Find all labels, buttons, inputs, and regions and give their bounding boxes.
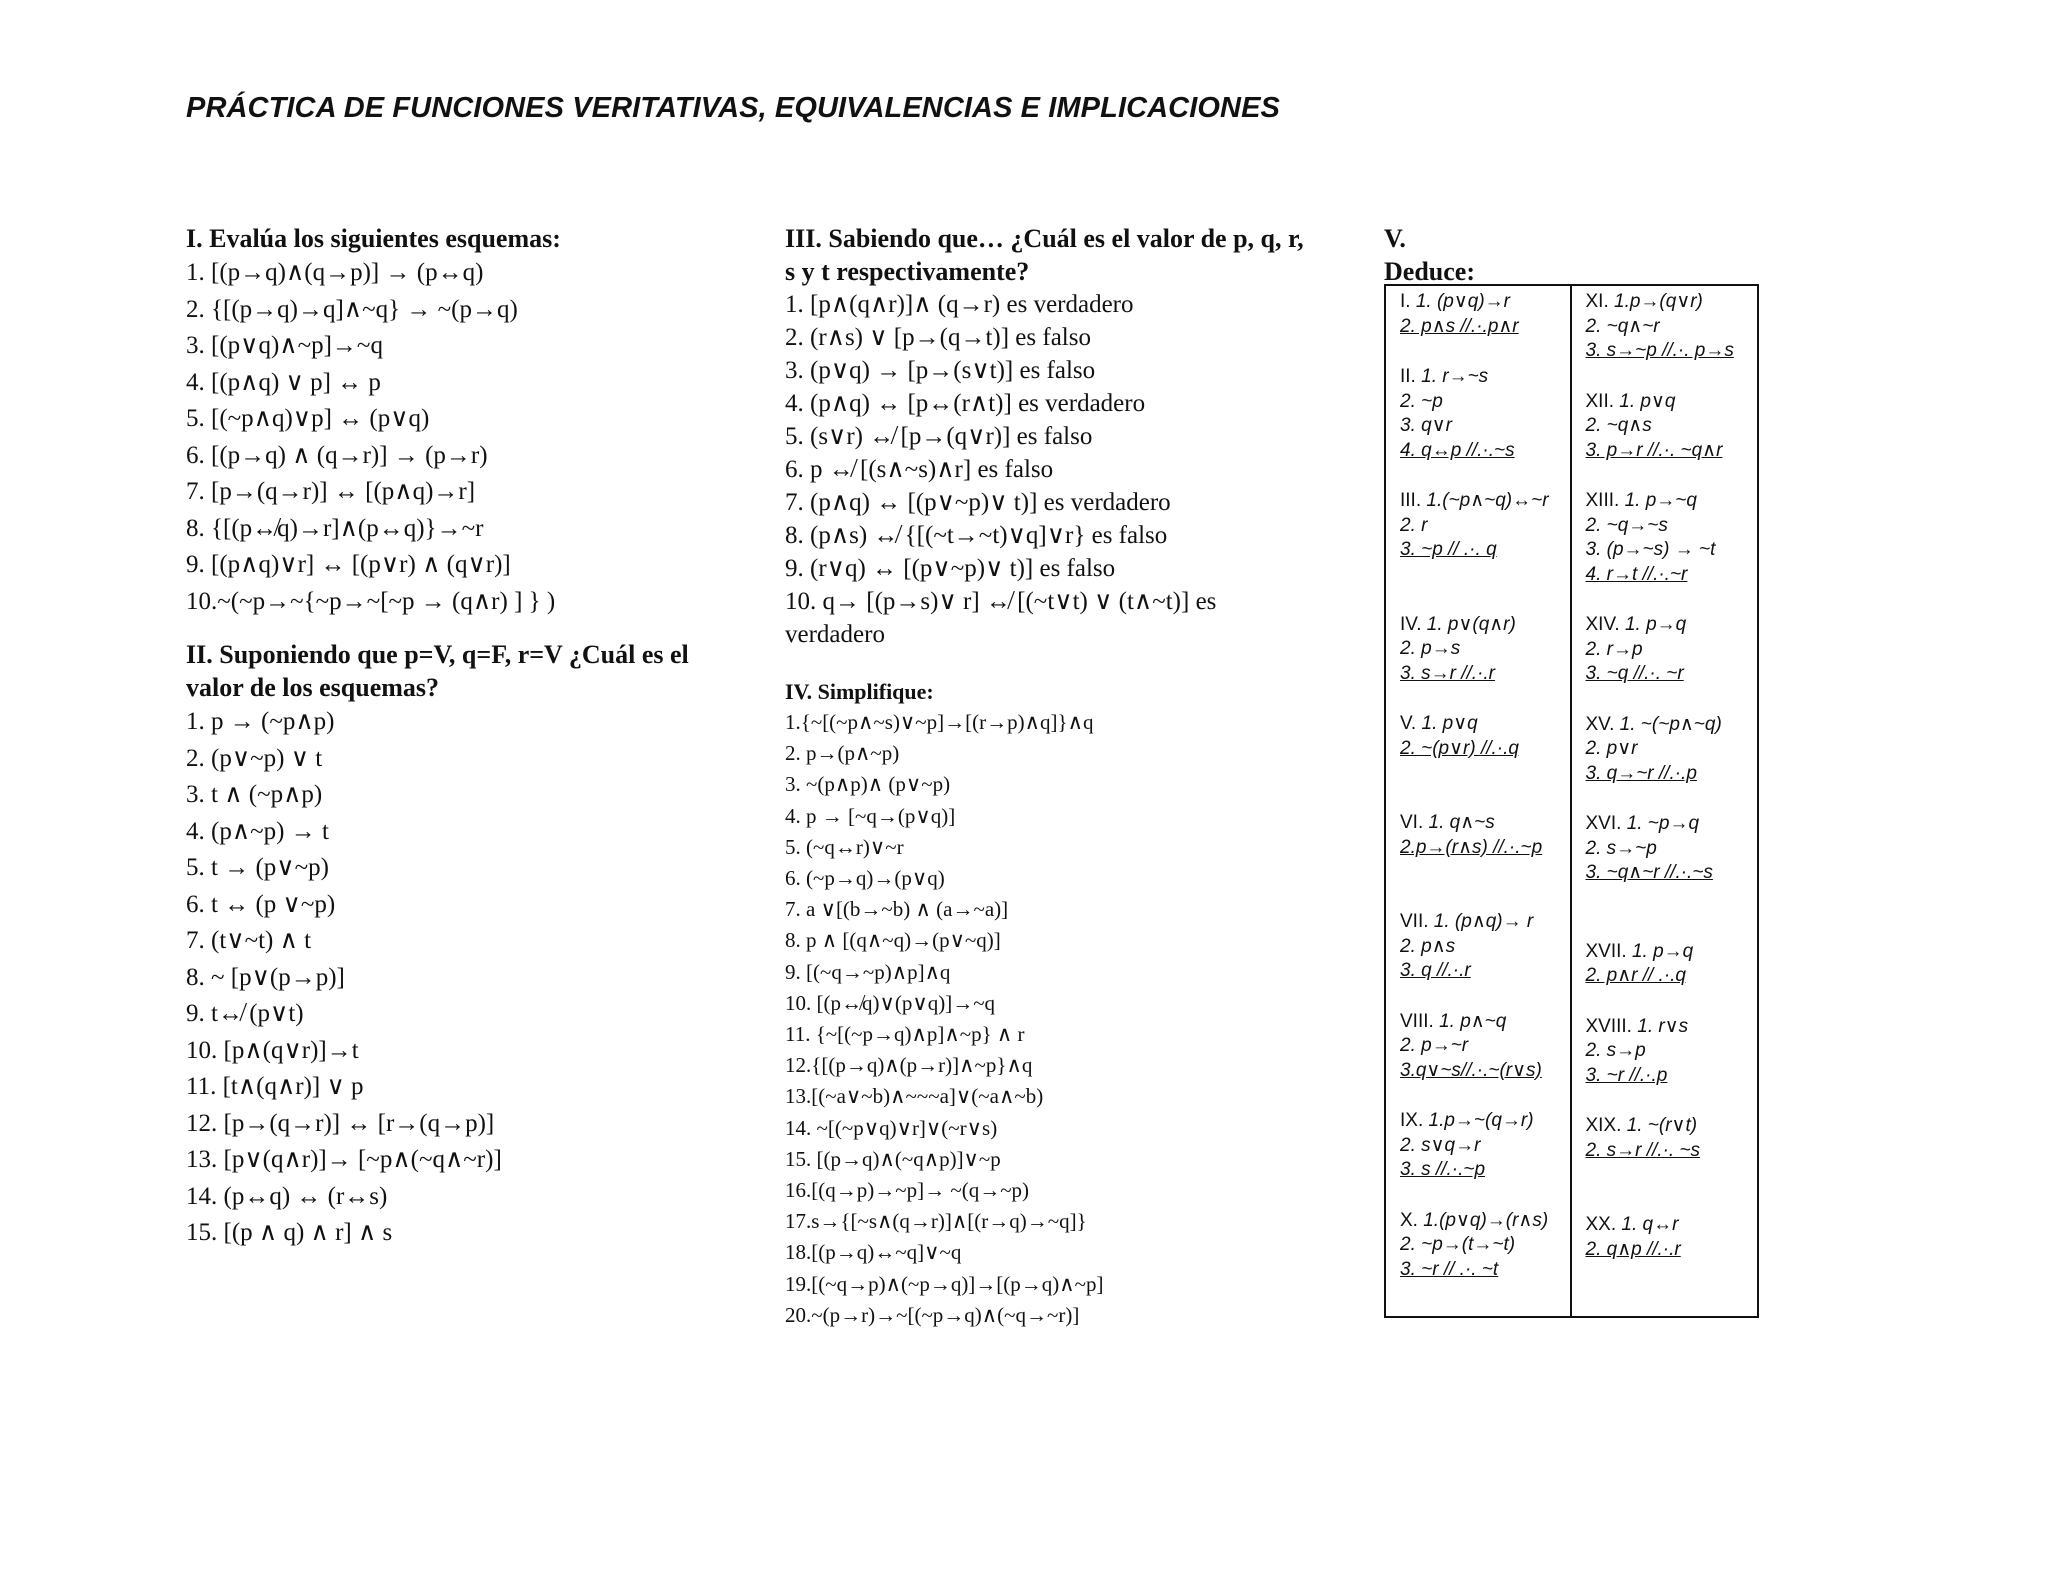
formula-text: 3. ~p // .·. q	[1400, 539, 1497, 560]
conclusion-line	[1400, 662, 1564, 687]
list-item: 11. [t∧(q∧r)] ∨ p	[186, 1073, 364, 1100]
formula-text: 3. q∨r	[1400, 415, 1452, 436]
formula-text: 2. p∧r // .·.q	[1585, 965, 1686, 986]
problem-label: II.	[1400, 366, 1416, 387]
deduce-right-column	[1572, 286, 1758, 1316]
formula-text: 3. s→~p //.·. p→s	[1585, 340, 1734, 361]
deduction-problem	[1586, 940, 1752, 989]
problem-label: XX.	[1585, 1214, 1617, 1235]
formula-text: 2. ~q→~s	[1585, 514, 1668, 536]
list-item: 3. t ∧ (~p∧p)	[186, 781, 323, 808]
premise-line	[1400, 489, 1564, 514]
formula-text: 2. r	[1400, 514, 1428, 536]
section-find-values	[785, 222, 1305, 651]
formula-text: 1. ~(r∨t)	[1626, 1115, 1698, 1136]
premise-line	[1400, 414, 1564, 439]
deduce-table	[1384, 284, 1759, 1318]
problem-label: XI.	[1585, 291, 1609, 312]
formula-text: 2. s∨q→r	[1400, 1134, 1481, 1156]
problem-label: XV.	[1585, 713, 1615, 735]
premise-line	[1400, 811, 1564, 836]
list-item: 3. [(p∨q)∧~p]→~q	[186, 332, 383, 359]
formula-text: 1. p→q	[1631, 940, 1694, 962]
formula-text: 1. p∨q	[1619, 390, 1676, 412]
list-item: 2. p→(p∧~p)	[785, 741, 900, 766]
list-item: 5. (~q↔r)∨~r	[785, 834, 904, 859]
deduction-problem	[1400, 910, 1564, 984]
formula-text: 1. ~(~p∧~q)	[1619, 713, 1722, 735]
list-item: 2. (p∨~p) ∨ t	[186, 744, 323, 772]
problem-label: III.	[1400, 490, 1422, 511]
list-item: 3. ~(p∧p)∧ (p∨~p)	[785, 772, 951, 797]
conclusion-line	[1586, 1064, 1752, 1089]
list-item: 1.{~[(~p∧~s)∨~p]→[(r→p)∧q]}∧q	[785, 710, 1094, 734]
premise-line	[1586, 837, 1752, 862]
premise-line	[1586, 390, 1752, 415]
deduction-problem	[1586, 1015, 1752, 1089]
deduction-problem	[1586, 489, 1752, 587]
premise-line	[1586, 613, 1752, 638]
formula-text: 1.p→(q∨r)	[1614, 291, 1703, 312]
conclusion-line	[1400, 836, 1564, 861]
problem-label: XIX.	[1585, 1115, 1622, 1136]
formula-text: 1. q↔r	[1621, 1214, 1679, 1235]
premise-line	[1400, 712, 1564, 737]
list-item: 9. [(~q→~p)∧p]∧q	[785, 959, 951, 984]
list-item: 2. (r∧s) ∨ [p→(q→t)] es falso	[785, 324, 1091, 351]
deduction-problem	[1586, 613, 1752, 687]
list-item: 8. p ∧ [(q∧~q)→(p∨~q)]	[785, 928, 1001, 953]
formula-text: 1.(~p∧~q)↔~r	[1426, 490, 1549, 511]
formula-text: 1. r→~s	[1421, 366, 1489, 387]
list-item: 7. a ∨[(b→~b) ∧ (a→~a)]	[785, 897, 1009, 922]
deduction-problem	[1586, 1114, 1752, 1163]
problem-label: IV.	[1400, 613, 1422, 635]
conclusion-line	[1400, 538, 1564, 563]
formula-text: 1. q∧~s	[1428, 812, 1495, 833]
section-5-heading: V. Deduce:	[1384, 224, 1475, 286]
conclusion-line	[1400, 1059, 1564, 1084]
formula-text: 2. p∧s //.·.p∧r	[1400, 315, 1519, 337]
formula-text: 2. s→~p	[1585, 837, 1657, 859]
formula-text: 1. (p∧q)→ r	[1433, 911, 1534, 932]
formula-text: 1. p∧~q	[1439, 1010, 1507, 1032]
section-3-heading: III. Sabiendo que… ¿Cuál es el valor de p, q, r, s y t respectivamente?	[785, 224, 1304, 286]
formula-text: 2. p∧s	[1400, 935, 1456, 957]
list-item: 8. (p∧s) ↮ {[(~t→~t)∨q]∨r} es falso	[785, 522, 1168, 549]
list-item: 6. (~p→q)→(p∨q)	[785, 866, 945, 891]
formula-text: 2. p→s	[1400, 638, 1461, 659]
list-item: 13. [p∨(q∧r)]→ [~p∧(~q∧~r)]	[186, 1146, 502, 1173]
problem-label: IX.	[1400, 1110, 1424, 1131]
conclusion-line	[1586, 339, 1752, 364]
formula-text: 3. p→r //.·. ~q∧r	[1585, 439, 1723, 461]
formula-text: 1. r∨s	[1637, 1015, 1689, 1037]
list-item: 6. t ↔ (p ∨~p)	[186, 890, 336, 918]
list-item: 15. [(p ∧ q) ∧ r] ∧ s	[186, 1219, 393, 1246]
premise-line	[1400, 935, 1564, 960]
formula-text: 3. (p→~s) → ~t	[1585, 539, 1716, 560]
formula-text: 1.(p∨q)→(r∧s)	[1423, 1209, 1549, 1231]
conclusion-line	[1400, 1258, 1564, 1283]
formula-text: 3. ~r // .·. ~t	[1400, 1258, 1499, 1280]
formula-text: 2. p∨r	[1585, 738, 1638, 759]
list-item: 5. t → (p∨~p)	[186, 854, 329, 881]
conclusion-line	[1586, 439, 1752, 464]
formula-text: 2. s→r //.·. ~s	[1585, 1139, 1701, 1161]
deduction-problem	[1586, 290, 1752, 364]
formula-text: 2. ~q∧~r	[1585, 315, 1660, 337]
premise-line	[1400, 1034, 1564, 1059]
conclusion-line	[1586, 1238, 1752, 1263]
formula-text: 1. p→q	[1624, 614, 1687, 635]
premise-line	[1400, 1134, 1564, 1159]
list-item: 10. [(p↮q)∨(p∨q)]→~q	[785, 990, 996, 1015]
list-item: 10. q→ [(p→s)∨ r] ↮ [(~t∨t) ∨ (t∧~t)] es verdadero	[785, 588, 1217, 648]
conclusion-line	[1400, 959, 1564, 984]
formula-text: 2. ~q∧s	[1585, 415, 1652, 436]
conclusion-line	[1586, 861, 1752, 886]
list-item: 2. {[(p→q)→q]∧~q} → ~(p→q)	[186, 295, 518, 323]
formula-text: 3.q∨~s//.·.~(r∨s)	[1400, 1059, 1542, 1081]
premise-line	[1586, 1114, 1752, 1139]
conclusion-line	[1400, 737, 1564, 762]
deduction-problem	[1586, 390, 1752, 464]
deduction-problem	[1586, 812, 1752, 886]
deduction-problem	[1400, 712, 1564, 761]
formula-text: 1. p∨q	[1421, 713, 1478, 734]
premise-line	[1400, 1109, 1564, 1134]
problem-label: VII.	[1400, 911, 1429, 932]
premise-line	[1586, 489, 1752, 514]
section-1-list	[186, 255, 706, 620]
problem-label: X.	[1400, 1209, 1418, 1231]
premise-line	[1586, 737, 1752, 762]
formula-text: 3. s //.·.~p	[1400, 1159, 1486, 1180]
conclusion-line	[1400, 439, 1564, 464]
list-item: 10. [p∧(q∨r)]→t	[186, 1036, 359, 1064]
formula-text: 3. ~r //.·.p	[1585, 1064, 1668, 1086]
list-item: 8. {[(p↮q)→r]∧(p↔q)}→~r	[186, 514, 484, 542]
formula-text: 2. ~(p∨r) //.·.q	[1400, 737, 1519, 759]
section-evaluate-schemes	[186, 222, 706, 620]
premise-line	[1400, 514, 1564, 539]
formula-text: 3. q→~r //.·.p	[1585, 762, 1697, 784]
problem-label: I.	[1400, 291, 1411, 312]
list-item: 19.[(~q→p)∧(~p→q)]→[(p→q)∧~p]	[785, 1271, 1104, 1296]
problem-label: XVI.	[1585, 813, 1622, 834]
conclusion-line	[1586, 964, 1752, 989]
list-item: 6. [(p→q) ∧ (q→r)] → (p→r)	[186, 441, 488, 469]
deduction-problem	[1400, 365, 1564, 463]
list-item: 17.s→{[~s∧(q→r)]∧[(r→q)→~q]}	[785, 1209, 1087, 1234]
formula-text: 1. p→~q	[1624, 490, 1697, 511]
deduction-problem	[1400, 1109, 1564, 1183]
problem-label: XIII.	[1585, 490, 1620, 511]
conclusion-line	[1400, 315, 1564, 340]
conclusion-line	[1400, 1158, 1564, 1183]
section-4-list	[785, 707, 1305, 1331]
premise-line	[1586, 414, 1752, 439]
problem-label: VIII.	[1400, 1010, 1434, 1032]
premise-line	[1400, 1010, 1564, 1035]
premise-line	[1586, 315, 1752, 340]
list-item: 12. [p→(q→r)] ↔ [r→(q→p)]	[186, 1109, 495, 1137]
left-column	[186, 222, 706, 1252]
list-item: 4. [(p∧q) ∨ p] ↔ p	[186, 368, 381, 396]
section-2-list	[186, 704, 706, 1252]
list-item: 4. p → [~q→(p∨q)]	[785, 803, 956, 828]
section-2-heading: II. Suponiendo que p=V, q=F, r=V ¿Cuál es el valor de los esquemas?	[186, 640, 689, 702]
list-item: 9. (r∨q) ↔ [(p∨~p)∨ t)] es falso	[785, 555, 1116, 582]
list-item: 1. [(p→q)∧(q→p)] → (p↔q)	[186, 259, 484, 286]
list-item: 9. t↮ (p∨t)	[186, 1000, 304, 1027]
deduction-problem	[1586, 1213, 1752, 1262]
list-item: 15. [(p→q)∧(~q∧p)]∨~p	[785, 1146, 1001, 1171]
formula-text: 2. p→~r	[1400, 1035, 1469, 1056]
list-item: 3. (p∨q) → [p→(s∨t)] es falso	[785, 357, 1096, 384]
deduce-left-column	[1386, 286, 1572, 1316]
list-item: 5. (s∨r) ↮ [p→(q∨r)] es falso	[785, 423, 1093, 450]
deduction-problem	[1400, 1010, 1564, 1084]
formula-text: 1. ~p→q	[1626, 813, 1700, 834]
section-simplify	[785, 677, 1305, 1331]
premise-line	[1586, 1039, 1752, 1064]
list-item: 1. [p∧(q∧r)]∧ (q→r) es verdadero	[785, 291, 1134, 318]
formula-text: 3. ~q //.·. ~r	[1585, 663, 1684, 684]
conclusion-line	[1586, 563, 1752, 588]
premise-line	[1400, 365, 1564, 390]
list-item: 6. p ↮ [(s∧~s)∧r] es falso	[785, 456, 1054, 483]
list-item: 14. ~[(~p∨q)∨r]∨(~r∨s)	[785, 1115, 998, 1140]
section-assumed-values	[186, 638, 706, 1252]
section-1-heading: I. Evalúa los siguientes esquemas:	[186, 224, 561, 253]
list-item: 4. (p∧q) ↔ [p↔(r∧t)] es verdadero	[785, 390, 1146, 417]
premise-line	[1586, 290, 1752, 315]
list-item: 18.[(p→q)↔~q]∨~q	[785, 1240, 962, 1265]
problem-label: XVII.	[1585, 940, 1627, 962]
list-item: 5. [(~p∧q)∨p] ↔ (p∨q)	[186, 405, 430, 432]
formula-text: 2. ~p	[1400, 390, 1443, 412]
section-3-list	[785, 288, 1305, 651]
formula-text: 4. r→t //.·.~r	[1585, 563, 1688, 585]
list-item: 14. (p↔q) ↔ (r↔s)	[186, 1182, 388, 1210]
premise-line	[1400, 637, 1564, 662]
premise-line	[1586, 638, 1752, 663]
conclusion-line	[1586, 762, 1752, 787]
formula-text: 2. q∧p //.·.r	[1585, 1238, 1681, 1260]
premise-line	[1586, 538, 1752, 563]
list-item: 7. (t∨~t) ∧ t	[186, 927, 312, 954]
list-item: 16.[(q→p)→~p]→ ~(q→~p)	[785, 1178, 1030, 1203]
deduction-problem	[1400, 811, 1564, 860]
formula-text: 3. s→r //.·.r	[1400, 662, 1495, 684]
list-item: 4. (p∧~p) → t	[186, 817, 329, 845]
premise-line	[1586, 514, 1752, 539]
list-item: 8. ~ [p∨(p→p)]	[186, 963, 345, 991]
premise-line	[1400, 390, 1564, 415]
conclusion-line	[1586, 662, 1752, 687]
formula-text: 4. q↔p //.·.~s	[1400, 439, 1515, 461]
list-item: 13.[(~a∨~b)∧~~~a]∨(~a∧~b)	[785, 1084, 1044, 1109]
formula-text: 3. ~q∧~r //.·.~s	[1585, 862, 1713, 883]
list-item: 9. [(p∧q)∨r] ↔ [(p∨r) ∧ (q∨r)]	[186, 551, 511, 578]
deduction-problem	[1400, 489, 1564, 563]
premise-line	[1586, 1213, 1752, 1238]
formula-text: 2.p→(r∧s) //.·.~p	[1400, 836, 1543, 858]
premise-line	[1586, 713, 1752, 738]
problem-label: VI.	[1400, 812, 1424, 833]
list-item: 1. p → (~p∧p)	[186, 708, 335, 735]
problem-label: V.	[1400, 713, 1417, 734]
deduction-problem	[1586, 713, 1752, 787]
deduction-problem	[1400, 1209, 1564, 1283]
problem-label: XVIII.	[1585, 1015, 1632, 1037]
formula-text: 2. s→p	[1585, 1040, 1646, 1061]
list-item: 7. [p→(q→r)] ↔ [(p∧q)→r]	[186, 478, 476, 505]
formula-text: 1. (p∨q)→r	[1415, 291, 1510, 312]
premise-line	[1400, 290, 1564, 315]
premise-line	[1586, 940, 1752, 965]
deduction-problem	[1400, 613, 1564, 687]
middle-column	[785, 222, 1305, 1331]
list-item: 12.{[(p→q)∧(p→r)]∧~p}∧q	[785, 1053, 1033, 1078]
list-item: 20.~(p→r)→~[(~p→q)∧(~q→~r)]	[785, 1302, 1080, 1327]
formula-text: 1. p∨(q∧r)	[1426, 613, 1516, 635]
premise-line	[1400, 613, 1564, 638]
premise-line	[1586, 1015, 1752, 1040]
formula-text: 1.p→~(q→r)	[1428, 1110, 1534, 1131]
list-item: 7. (p∧q) ↔ [(p∨~p)∨ t)] es verdadero	[785, 489, 1171, 516]
formula-text: 2. r→p	[1585, 638, 1643, 660]
page-title: PRÁCTICA DE FUNCIONES VERITATIVAS, EQUIVALENCIAS E IMPLICACIONES	[186, 92, 1280, 124]
list-item: 10.~(~p→~{~p→~[~p → (q∧r) ] } )	[186, 587, 556, 615]
list-item: 11. {~[(~p→q)∧p]∧~p} ∧ r	[785, 1022, 1025, 1047]
problem-label: XIV.	[1585, 614, 1620, 635]
problem-label: XII.	[1585, 390, 1615, 412]
formula-text: 3. q //.·.r	[1400, 960, 1471, 981]
section-4-heading: IV. Simplifique:	[785, 679, 934, 704]
deduction-problem	[1400, 290, 1564, 339]
conclusion-line	[1586, 1139, 1752, 1164]
premise-line	[1400, 910, 1564, 935]
formula-text: 2. ~p→(t→~t)	[1400, 1234, 1516, 1255]
premise-line	[1400, 1209, 1564, 1234]
premise-line	[1586, 812, 1752, 837]
premise-line	[1400, 1233, 1564, 1258]
